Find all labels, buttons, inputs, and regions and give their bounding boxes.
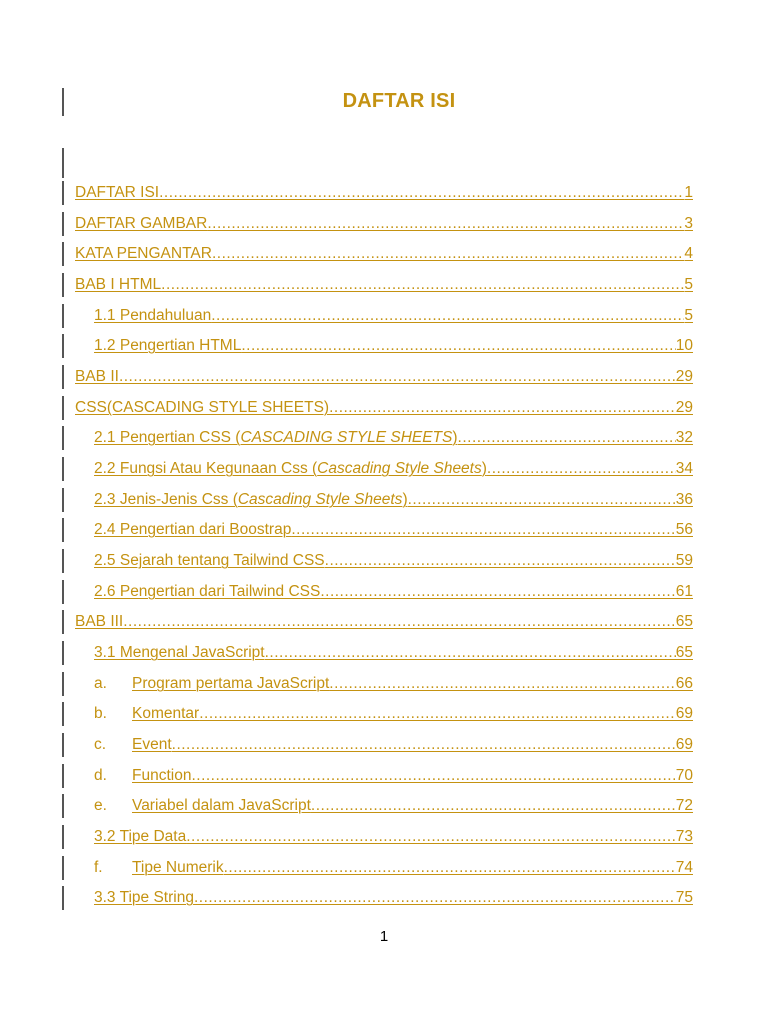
- toc-entry-label: [94, 581, 320, 603]
- change-bar: [62, 304, 64, 328]
- toc-entry[interactable]: [94, 703, 693, 725]
- toc-entry-label: [94, 458, 487, 480]
- change-bar: [62, 212, 64, 236]
- toc-entry[interactable]: [94, 458, 693, 480]
- change-bar: [62, 672, 64, 696]
- toc-entry-label: [94, 673, 329, 695]
- change-bar: [62, 825, 64, 849]
- toc-dot-leader: [207, 213, 684, 235]
- toc-dot-leader: [265, 642, 676, 664]
- toc-entry[interactable]: [94, 581, 693, 603]
- toc-entry-label: [94, 703, 199, 725]
- toc-entry[interactable]: [94, 642, 693, 664]
- toc-entry-text: Komentar: [132, 705, 200, 722]
- toc-entry-text: Event: [132, 736, 172, 753]
- change-bar: [62, 488, 64, 512]
- toc-page-number: 72: [675, 797, 693, 814]
- toc-dot-leader: [194, 887, 676, 909]
- toc-entry[interactable]: [94, 734, 693, 756]
- toc-page-number: 34: [675, 460, 693, 477]
- toc-entry-text: ): [402, 491, 408, 508]
- toc-entry-label: [94, 826, 186, 848]
- toc-entry-text: 2.5 Sejarah tentang Tailwind CSS: [94, 552, 325, 569]
- toc-entry-text: Variabel dalam JavaScript: [132, 797, 311, 814]
- toc-entry-text: 1.2 Pengertian HTML: [94, 337, 242, 354]
- toc-entry-text: 3.1 Mengenal JavaScript: [94, 644, 265, 661]
- page-title: DAFTAR ISI: [342, 90, 456, 112]
- toc-page-number: 75: [675, 889, 693, 906]
- toc-entry[interactable]: [94, 489, 693, 511]
- toc-page-number: 32: [675, 429, 693, 446]
- toc-dot-leader: [329, 673, 675, 695]
- toc-entry-text: Function: [132, 767, 192, 784]
- toc-entry-label: [94, 734, 172, 756]
- change-bar: [62, 334, 64, 358]
- change-bar: [62, 641, 64, 665]
- toc-dot-leader: [224, 857, 676, 879]
- change-bar: [62, 273, 64, 297]
- page-number: 1: [379, 928, 389, 945]
- toc-entry-label: [75, 397, 329, 419]
- toc-dot-leader: [186, 826, 676, 848]
- toc-entry-number: c.: [94, 736, 107, 753]
- change-bar: [62, 148, 64, 178]
- toc-dot-leader: [329, 397, 676, 419]
- change-bar: [62, 242, 64, 266]
- toc-entry-label: [94, 795, 311, 817]
- toc-entry[interactable]: [75, 274, 693, 296]
- toc-page-number: 74: [675, 859, 693, 876]
- toc-dot-leader: [311, 795, 676, 817]
- toc-entry-text: ): [481, 460, 487, 477]
- toc-entry-text: DAFTAR GAMBAR: [75, 215, 208, 232]
- toc-page-number: 56: [675, 521, 693, 538]
- toc-page-number: 36: [675, 491, 693, 508]
- toc-entry-label: [94, 857, 224, 879]
- toc-entry-text: ): [452, 429, 458, 446]
- toc-page-number: 65: [675, 613, 693, 630]
- change-bar: [62, 549, 64, 573]
- toc-dot-leader: [325, 550, 676, 572]
- toc-entry-text: KATA PENGANTAR: [75, 245, 212, 262]
- change-bar: [62, 764, 64, 788]
- toc-entry-text: CSS(CASCADING STYLE SHEETS): [75, 399, 330, 416]
- toc-page-number: 73: [675, 828, 693, 845]
- toc-dot-leader: [241, 335, 675, 357]
- toc-entry-label: [94, 335, 241, 357]
- toc-entry[interactable]: [94, 335, 693, 357]
- toc-entry[interactable]: [75, 366, 693, 388]
- toc-entry[interactable]: [75, 243, 693, 265]
- toc-page-number: 3: [684, 215, 693, 232]
- toc-page-number: 5: [684, 307, 693, 324]
- change-bar: [62, 457, 64, 481]
- toc-entry[interactable]: [75, 397, 693, 419]
- toc-entry-text: 2.3 Jenis-Jenis Css (: [94, 491, 238, 508]
- change-bar: [62, 856, 64, 880]
- toc-entry[interactable]: [94, 519, 693, 541]
- toc-entry-text: Program pertama JavaScript: [132, 675, 330, 692]
- toc-entry-text: 3.2 Tipe Data: [94, 828, 187, 845]
- toc-entry-italic-text: Cascading Style Sheets: [317, 460, 482, 477]
- toc-entry-text: BAB III: [75, 613, 124, 630]
- change-bar: [62, 396, 64, 420]
- toc-entry-text: BAB I HTML: [75, 276, 162, 293]
- toc-dot-leader: [119, 366, 676, 388]
- toc-entry-text: 1.1 Pendahuluan: [94, 307, 212, 324]
- toc-entry[interactable]: [94, 305, 693, 327]
- toc-entry[interactable]: [75, 213, 693, 235]
- toc-entry-label: [94, 305, 211, 327]
- toc-page-number: 61: [675, 583, 693, 600]
- toc-dot-leader: [172, 734, 676, 756]
- toc-dot-leader: [487, 458, 676, 480]
- toc-entry-text: 2.2 Fungsi Atau Kegunaan Css (: [94, 460, 318, 477]
- toc-entry[interactable]: [94, 427, 693, 449]
- toc-page-number: 69: [675, 736, 693, 753]
- toc-page-number: 10: [675, 337, 693, 354]
- toc-entry-text: DAFTAR ISI: [75, 184, 160, 201]
- toc-dot-leader: [159, 182, 684, 204]
- toc-dot-leader: [408, 489, 676, 511]
- toc-dot-leader: [212, 243, 684, 265]
- toc-entry-text: BAB II: [75, 368, 119, 385]
- toc-entry-label: [94, 550, 325, 572]
- toc-entry-label: [75, 243, 212, 265]
- toc-entry[interactable]: [75, 182, 693, 204]
- change-bar: [62, 580, 64, 604]
- change-bar: [62, 733, 64, 757]
- toc-entry-text: 2.4 Pengertian dari Boostrap: [94, 521, 292, 538]
- toc-entry-label: [94, 489, 408, 511]
- toc-entry-number: a.: [94, 675, 107, 692]
- toc-page-number: 4: [684, 245, 693, 262]
- toc-entry-text: 2.6 Pengertian dari Tailwind CSS: [94, 583, 321, 600]
- change-bar: [62, 426, 64, 450]
- toc-page-number: 70: [675, 767, 693, 784]
- change-bar: [62, 794, 64, 818]
- toc-entry-italic-text: Cascading Style Sheets: [237, 491, 403, 508]
- toc-dot-leader: [199, 703, 676, 725]
- toc-entry-label: [94, 642, 265, 664]
- toc-entry[interactable]: [94, 857, 693, 879]
- toc-page-number: 5: [684, 276, 693, 293]
- toc-page-number: 69: [675, 705, 693, 722]
- toc-entry-label: [94, 519, 291, 541]
- toc-entry-text: 3.3 Tipe String: [94, 889, 194, 906]
- toc-entry-italic-text: CASCADING STYLE SHEETS: [240, 429, 453, 446]
- change-bar: [62, 365, 64, 389]
- toc-entry-label: [94, 427, 458, 449]
- toc-dot-leader: [291, 519, 675, 541]
- toc-dot-leader: [458, 427, 676, 449]
- toc-entry[interactable]: [75, 611, 693, 633]
- toc-entry[interactable]: [94, 550, 693, 572]
- toc-entry[interactable]: [94, 673, 693, 695]
- toc-entry[interactable]: [94, 887, 693, 909]
- toc-dot-leader: [161, 274, 684, 296]
- toc-entry-label: [75, 366, 119, 388]
- toc-dot-leader: [191, 765, 675, 787]
- toc-page-number: 65: [675, 644, 693, 661]
- toc-entry-label: [75, 213, 207, 235]
- toc-entry-text: Tipe Numerik: [132, 859, 224, 876]
- toc-entry-label: [75, 182, 159, 204]
- toc-dot-leader: [211, 305, 684, 327]
- toc-entry[interactable]: [94, 826, 693, 848]
- toc-dot-leader: [320, 581, 675, 603]
- toc-dot-leader: [123, 611, 676, 633]
- change-bar: [62, 518, 64, 542]
- change-bar: [62, 702, 64, 726]
- toc-entry-number: b.: [94, 705, 107, 722]
- change-bar: [62, 886, 64, 910]
- toc-entry[interactable]: [94, 795, 693, 817]
- toc-entry-label: [75, 274, 161, 296]
- toc-page-number: 29: [675, 399, 693, 416]
- toc-page-number: 59: [675, 552, 693, 569]
- toc-entry-number: e.: [94, 797, 107, 814]
- change-bar: [62, 181, 64, 205]
- toc-entry-label: [75, 611, 123, 633]
- toc-page-number: 1: [684, 184, 693, 201]
- toc-entry-label: [94, 765, 191, 787]
- toc-entry-label: [94, 887, 194, 909]
- toc-entry-number: d.: [94, 767, 107, 784]
- toc-entry-text: 2.1 Pengertian CSS (: [94, 429, 241, 446]
- toc-page-number: 66: [675, 675, 693, 692]
- toc-page-number: 29: [675, 368, 693, 385]
- toc-entry-number: f.: [94, 859, 103, 876]
- change-bar: [62, 610, 64, 634]
- toc-entry[interactable]: [94, 765, 693, 787]
